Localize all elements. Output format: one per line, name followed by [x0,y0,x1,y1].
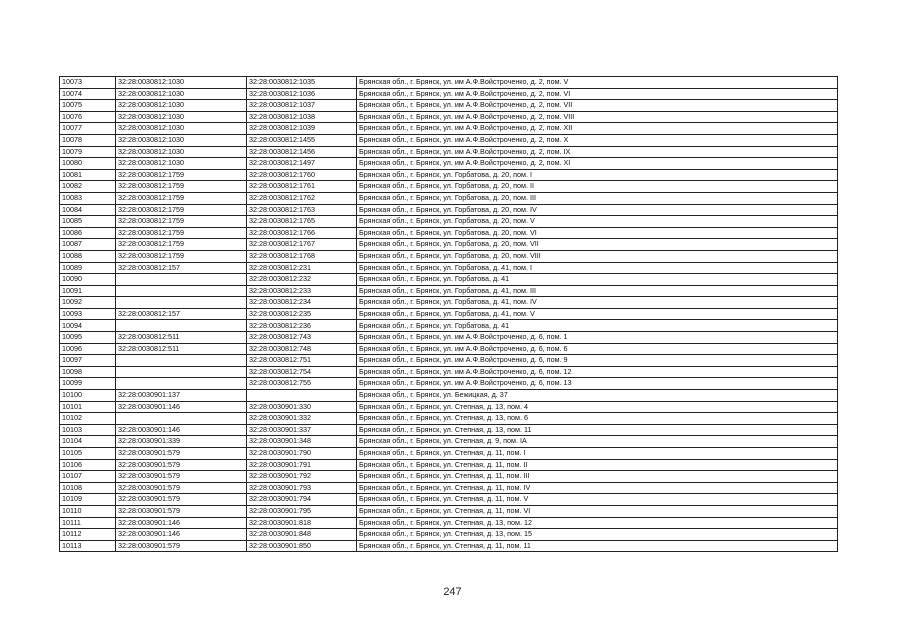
cadastral-quarter-number: 32:28:0030812:1759 [116,169,247,181]
object-address: Брянская обл., г. Брянск, ул. Горбатова, д. 20, пом. VI [357,227,838,239]
cadastral-quarter-number: 32:28:0030812:1759 [116,227,247,239]
row-number: 10104 [60,436,116,448]
cadastral-quarter-number [116,355,247,367]
table-row [60,343,838,355]
object-address: Брянская обл., г. Брянск, ул. Горбатова, д. 20, пом. VII [357,239,838,251]
table-row [60,250,838,262]
object-address: Брянская обл., г. Брянск, ул. Горбатова, д. 20, пом. IV [357,204,838,216]
cadastral-object-number: 32:28:0030812:231 [247,262,357,274]
object-address: Брянская обл., г. Брянск, ул. им А.Ф.Войстроченко, д. 2, пом. X [357,134,838,146]
cadastral-quarter-number: 32:28:0030901:579 [116,540,247,552]
cadastral-quarter-number: 32:28:0030812:1030 [116,146,247,158]
object-address: Брянская обл., г. Брянск, ул. Степная, д. 11, пом. IV [357,482,838,494]
row-number: 10103 [60,424,116,436]
row-number: 10093 [60,308,116,320]
cadastral-object-number: 32:28:0030812:743 [247,332,357,344]
cadastral-object-number: 32:28:0030812:232 [247,274,357,286]
table-row [60,390,838,402]
table-row [60,320,838,332]
cadastral-object-number: 32:28:0030812:755 [247,378,357,390]
row-number: 10102 [60,413,116,425]
registry-table-body [60,77,838,552]
cadastral-quarter-number: 32:28:0030901:146 [116,529,247,541]
cadastral-object-number: 32:28:0030812:754 [247,366,357,378]
cadastral-quarter-number: 32:28:0030812:511 [116,343,247,355]
cadastral-object-number: 32:28:0030901:330 [247,401,357,413]
row-number: 10107 [60,471,116,483]
object-address: Брянская обл., г. Брянск, ул. Степная, д. 13, пом. 4 [357,401,838,413]
object-address: Брянская обл., г. Брянск, ул. Горбатова, д. 41, пом. V [357,308,838,320]
table-row [60,436,838,448]
row-number: 10088 [60,250,116,262]
cadastral-object-number: 32:28:0030901:348 [247,436,357,448]
object-address: Брянская обл., г. Брянск, ул. им А.Ф.Войстроченко, д. 2, пом. VII [357,100,838,112]
object-address: Брянская обл., г. Брянск, ул. им А.Ф.Войстроченко, д. 6, пом. 1 [357,332,838,344]
cadastral-object-number: 32:28:0030812:1036 [247,88,357,100]
cadastral-quarter-number: 32:28:0030901:579 [116,505,247,517]
table-row [60,482,838,494]
cadastral-object-number: 32:28:0030812:1763 [247,204,357,216]
cadastral-quarter-number: 32:28:0030812:1759 [116,216,247,228]
row-number: 10091 [60,285,116,297]
registry-table [59,76,838,552]
table-row [60,540,838,552]
row-number: 10079 [60,146,116,158]
cadastral-object-number: 32:28:0030812:1037 [247,100,357,112]
cadastral-object-number: 32:28:0030812:233 [247,285,357,297]
cadastral-quarter-number: 32:28:0030901:137 [116,390,247,402]
cadastral-object-number: 32:28:0030812:234 [247,297,357,309]
cadastral-object-number: 32:28:0030812:236 [247,320,357,332]
cadastral-object-number: 32:28:0030901:818 [247,517,357,529]
object-address: Брянская обл., г. Брянск, ул. Степная, д. 13, пом. 15 [357,529,838,541]
table-row [60,529,838,541]
object-address: Брянская обл., г. Брянск, ул. Горбатова, д. 41, пом. I [357,262,838,274]
row-number: 10095 [60,332,116,344]
cadastral-object-number: 32:28:0030812:1497 [247,158,357,170]
row-number: 10110 [60,505,116,517]
row-number: 10084 [60,204,116,216]
object-address: Брянская обл., г. Брянск, ул. Степная, д. 11, пом. I [357,448,838,460]
cadastral-quarter-number: 32:28:0030901:579 [116,459,247,471]
row-number: 10112 [60,529,116,541]
cadastral-object-number: 32:28:0030812:1760 [247,169,357,181]
row-number: 10078 [60,134,116,146]
table-row [60,505,838,517]
cadastral-object-number: 32:28:0030901:790 [247,448,357,460]
object-address: Брянская обл., г. Брянск, ул. им А.Ф.Войстроченко, д. 2, пом. XII [357,123,838,135]
cadastral-object-number: 32:28:0030901:794 [247,494,357,506]
cadastral-quarter-number: 32:28:0030812:1030 [116,100,247,112]
object-address: Брянская обл., г. Брянск, ул. Горбатова, д. 41 [357,274,838,286]
table-row [60,424,838,436]
object-address: Брянская обл., г. Брянск, ул. Бежицкая, д. 37 [357,390,838,402]
row-number: 10090 [60,274,116,286]
table-row [60,471,838,483]
page-number: 247 [443,586,462,598]
object-address: Брянская обл., г. Брянск, ул. Степная, д. 11, пом. III [357,471,838,483]
row-number: 10094 [60,320,116,332]
cadastral-quarter-number [116,320,247,332]
row-number: 10105 [60,448,116,460]
row-number: 10113 [60,540,116,552]
cadastral-quarter-number [116,378,247,390]
cadastral-object-number: 32:28:0030812:1455 [247,134,357,146]
table-row [60,216,838,228]
row-number: 10092 [60,297,116,309]
cadastral-quarter-number: 32:28:0030812:1030 [116,88,247,100]
cadastral-object-number: 32:28:0030812:1766 [247,227,357,239]
cadastral-quarter-number [116,285,247,297]
cadastral-quarter-number: 32:28:0030812:1030 [116,123,247,135]
table-row [60,192,838,204]
row-number: 10087 [60,239,116,251]
object-address: Брянская обл., г. Брянск, ул. Горбатова, д. 41, пом. IV [357,297,838,309]
cadastral-object-number: 32:28:0030812:1762 [247,192,357,204]
cadastral-object-number: 32:28:0030812:1768 [247,250,357,262]
row-number: 10074 [60,88,116,100]
table-row [60,378,838,390]
row-number: 10080 [60,158,116,170]
table-row [60,413,838,425]
object-address: Брянская обл., г. Брянск, ул. им А.Ф.Войстроченко, д. 6, пом. 6 [357,343,838,355]
object-address: Брянская обл., г. Брянск, ул. Степная, д. 13, пом. 11 [357,424,838,436]
cadastral-object-number: 32:28:0030901:792 [247,471,357,483]
object-address: Брянская обл., г. Брянск, ул. Степная, д. 13, пом. 12 [357,517,838,529]
row-number: 10086 [60,227,116,239]
row-number: 10073 [60,77,116,89]
row-number: 10111 [60,517,116,529]
cadastral-object-number: 32:28:0030901:848 [247,529,357,541]
object-address: Брянская обл., г. Брянск, ул. Горбатова, д. 20, пом. V [357,216,838,228]
object-address: Брянская обл., г. Брянск, ул. Степная, д. 11, пом. V [357,494,838,506]
row-number: 10101 [60,401,116,413]
table-row [60,88,838,100]
table-row [60,146,838,158]
row-number: 10077 [60,123,116,135]
cadastral-quarter-number: 32:28:0030901:579 [116,448,247,460]
cadastral-object-number: 32:28:0030812:748 [247,343,357,355]
cadastral-quarter-number: 32:28:0030901:339 [116,436,247,448]
object-address: Брянская обл., г. Брянск, ул. им А.Ф.Войстроченко, д. 2, пом. IX [357,146,838,158]
cadastral-object-number: 32:28:0030901:850 [247,540,357,552]
cadastral-quarter-number: 32:28:0030812:1759 [116,204,247,216]
object-address: Брянская обл., г. Брянск, ул. Степная, д. 11, пом. VI [357,505,838,517]
table-row [60,204,838,216]
object-address: Брянская обл., г. Брянск, ул. Горбатова, д. 41 [357,320,838,332]
table-row [60,239,838,251]
row-number: 10106 [60,459,116,471]
table-row [60,366,838,378]
cadastral-object-number: 32:28:0030812:1767 [247,239,357,251]
cadastral-object-number: 32:28:0030812:751 [247,355,357,367]
cadastral-object-number [247,390,357,402]
object-address: Брянская обл., г. Брянск, ул. Степная, д. 9, пом. IA [357,436,838,448]
table-row [60,227,838,239]
cadastral-quarter-number: 32:28:0030812:1030 [116,111,247,123]
cadastral-quarter-number: 32:28:0030812:1030 [116,77,247,89]
table-row [60,297,838,309]
row-number: 10081 [60,169,116,181]
row-number: 10108 [60,482,116,494]
cadastral-object-number: 32:28:0030901:791 [247,459,357,471]
object-address: Брянская обл., г. Брянск, ул. Горбатова, д. 20, пом. VIII [357,250,838,262]
cadastral-quarter-number [116,413,247,425]
cadastral-object-number: 32:28:0030901:337 [247,424,357,436]
object-address: Брянская обл., г. Брянск, ул. Горбатова, д. 20, пом. I [357,169,838,181]
table-row [60,111,838,123]
cadastral-quarter-number [116,297,247,309]
table-row [60,332,838,344]
cadastral-quarter-number [116,274,247,286]
object-address: Брянская обл., г. Брянск, ул. Горбатова, д. 20, пом. III [357,192,838,204]
row-number: 10075 [60,100,116,112]
row-number: 10098 [60,366,116,378]
cadastral-quarter-number: 32:28:0030812:1759 [116,181,247,193]
cadastral-quarter-number [116,366,247,378]
table-row [60,77,838,89]
object-address: Брянская обл., г. Брянск, ул. им А.Ф.Войстроченко, д. 2, пом. V [357,77,838,89]
cadastral-quarter-number: 32:28:0030812:1030 [116,158,247,170]
row-number: 10096 [60,343,116,355]
cadastral-quarter-number: 32:28:0030812:157 [116,262,247,274]
cadastral-quarter-number: 32:28:0030901:579 [116,471,247,483]
row-number: 10083 [60,192,116,204]
table-row [60,123,838,135]
cadastral-object-number: 32:28:0030901:793 [247,482,357,494]
cadastral-quarter-number: 32:28:0030901:146 [116,517,247,529]
cadastral-quarter-number: 32:28:0030812:157 [116,308,247,320]
table-row [60,517,838,529]
row-number: 10099 [60,378,116,390]
cadastral-object-number: 32:28:0030812:1038 [247,111,357,123]
table-row [60,401,838,413]
cadastral-object-number: 32:28:0030812:1456 [247,146,357,158]
cadastral-object-number: 32:28:0030812:235 [247,308,357,320]
cadastral-object-number: 32:28:0030901:795 [247,505,357,517]
row-number: 10109 [60,494,116,506]
object-address: Брянская обл., г. Брянск, ул. Степная, д. 11, пом. II [357,459,838,471]
cadastral-quarter-number: 32:28:0030901:146 [116,424,247,436]
object-address: Брянская обл., г. Брянск, ул. Степная, д. 13, пом. 6 [357,413,838,425]
table-row [60,158,838,170]
row-number: 10097 [60,355,116,367]
cadastral-quarter-number: 32:28:0030812:1030 [116,134,247,146]
cadastral-object-number: 32:28:0030812:1039 [247,123,357,135]
cadastral-quarter-number: 32:28:0030812:1759 [116,250,247,262]
row-number: 10100 [60,390,116,402]
table-row [60,262,838,274]
table-row [60,494,838,506]
object-address: Брянская обл., г. Брянск, ул. им А.Ф.Войстроченко, д. 2, пом. VI [357,88,838,100]
row-number: 10082 [60,181,116,193]
table-row [60,448,838,460]
table-row [60,169,838,181]
table-row [60,459,838,471]
object-address: Брянская обл., г. Брянск, ул. Степная, д. 11, пом. 11 [357,540,838,552]
cadastral-object-number: 32:28:0030812:1765 [247,216,357,228]
cadastral-quarter-number: 32:28:0030812:1759 [116,192,247,204]
object-address: Брянская обл., г. Брянск, ул. Горбатова, д. 20, пом. II [357,181,838,193]
object-address: Брянская обл., г. Брянск, ул. им А.Ф.Войстроченко, д. 6, пом. 9 [357,355,838,367]
cadastral-object-number: 32:28:0030901:332 [247,413,357,425]
cadastral-quarter-number: 32:28:0030812:1759 [116,239,247,251]
cadastral-quarter-number: 32:28:0030901:146 [116,401,247,413]
table-row [60,285,838,297]
row-number: 10076 [60,111,116,123]
table-row [60,181,838,193]
row-number: 10089 [60,262,116,274]
object-address: Брянская обл., г. Брянск, ул. им А.Ф.Войстроченко, д. 2, пом. VIII [357,111,838,123]
row-number: 10085 [60,216,116,228]
cadastral-quarter-number: 32:28:0030901:579 [116,494,247,506]
cadastral-object-number: 32:28:0030812:1035 [247,77,357,89]
table-row [60,134,838,146]
table-row [60,100,838,112]
table-row [60,355,838,367]
object-address: Брянская обл., г. Брянск, ул. им А.Ф.Войстроченко, д. 6, пом. 12 [357,366,838,378]
cadastral-quarter-number: 32:28:0030812:511 [116,332,247,344]
table-row [60,308,838,320]
cadastral-object-number: 32:28:0030812:1761 [247,181,357,193]
object-address: Брянская обл., г. Брянск, ул. им А.Ф.Войстроченко, д. 2, пом. XI [357,158,838,170]
cadastral-quarter-number: 32:28:0030901:579 [116,482,247,494]
table-row [60,274,838,286]
object-address: Брянская обл., г. Брянск, ул. им А.Ф.Войстроченко, д. 6, пом. 13 [357,378,838,390]
object-address: Брянская обл., г. Брянск, ул. Горбатова, д. 41, пом. III [357,285,838,297]
